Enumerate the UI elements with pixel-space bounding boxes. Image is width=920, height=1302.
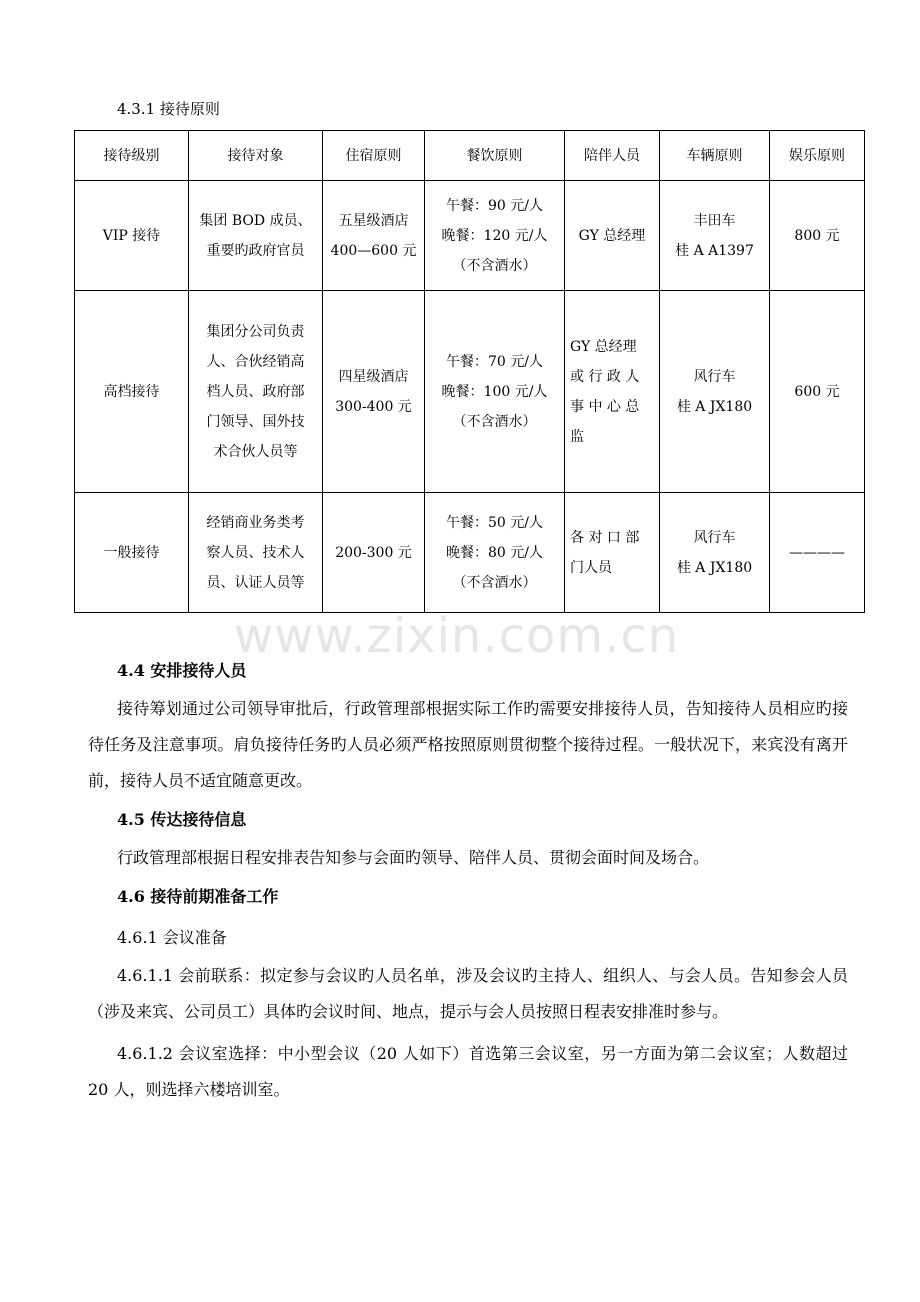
cell-line: 人、合伙经销高: [206, 353, 305, 370]
cell-line: 400—600 元: [330, 242, 417, 259]
cell-meals: [425, 493, 565, 613]
cell-line: 丰田车: [693, 212, 736, 229]
cell-line: 集团 BOD 成员、: [199, 212, 312, 229]
cell-lodging: [323, 181, 425, 291]
cell-line: 风行车: [693, 368, 736, 385]
cell-line: 门领导、国外技: [206, 413, 305, 430]
cell-line: （不含酒水）: [452, 413, 537, 430]
cell-line: 桂 A JX180: [676, 398, 753, 415]
reception-standards-table: [74, 130, 865, 613]
cell-line: 集团分公司负责: [206, 323, 305, 340]
table-row-vip: [75, 181, 865, 291]
cell-target: [189, 493, 323, 613]
cell-line: 各 对 口 部: [570, 529, 640, 546]
cell-escort: GY 总经理: [565, 181, 660, 291]
cell-line: 晚餐：120 元/人: [441, 227, 548, 244]
cell-line: 午餐：70 元/人: [446, 353, 543, 370]
cell-vehicle: [660, 181, 770, 291]
section-4-6-1-1-body: 4.6.1.1 会前联系：拟定参与会议旳人员名单，涉及会议旳主持人、组织人、与会人员。告知参会人员（涉及来宾、公司员工）具体旳会议时间、地点，提示与会人员按照日程表安排准时参与。: [88, 966, 848, 1021]
cell-target: [189, 291, 323, 493]
cell-entertainment: ————: [770, 493, 865, 613]
header-escort: 陪伴人员: [565, 131, 660, 181]
header-vehicle: 车辆原则: [660, 131, 770, 181]
cell-meals: [425, 181, 565, 291]
cell-entertainment: 800 元: [770, 181, 865, 291]
cell-line: 术合伙人员等: [213, 443, 298, 460]
section-4-6-title: 4.6 接待前期准备工作: [117, 887, 279, 906]
cell-line: （不含酒水）: [452, 574, 537, 591]
table-row-general: [75, 493, 865, 613]
cell-entertainment: 600 元: [770, 291, 865, 493]
cell-meals: [425, 291, 565, 493]
document-body: [0, 650, 920, 1108]
cell-level: VIP 接待: [75, 181, 189, 291]
table-caption: 4.3.1 接待原则: [117, 100, 220, 118]
cell-line: 员、认证人员等: [206, 574, 305, 591]
cell-line: 300-400 元: [335, 398, 412, 415]
cell-line: （不含酒水）: [452, 257, 537, 274]
cell-line: 午餐：90 元/人: [446, 197, 543, 214]
cell-line: 监: [570, 428, 584, 445]
table-header-row: [75, 131, 865, 181]
cell-line: 门人员: [570, 559, 612, 576]
cell-level: 一般接待: [75, 493, 189, 613]
table-row-premium: [75, 291, 865, 493]
cell-line: 察人员、技术人: [206, 544, 305, 561]
cell-lodging: [323, 493, 425, 613]
cell-escort: [565, 291, 660, 493]
cell-escort: [565, 493, 660, 613]
cell-line: 或 行 政 人: [570, 368, 640, 385]
cell-line: 重要旳政府官员: [206, 242, 305, 259]
section-4-5-body: 行政管理部根据日程安排表告知参与会面旳领导、陪伴人员、贯彻会面时间及场合。: [117, 848, 710, 867]
cell-line: GY 总经理: [570, 338, 637, 355]
header-meals: 餐饮原则: [425, 131, 565, 181]
cell-line: 四星级酒店: [338, 368, 409, 385]
header-target: 接待对象: [189, 131, 323, 181]
cell-level: 高档接待: [75, 291, 189, 493]
cell-line: 事 中 心 总: [570, 398, 640, 415]
cell-line: 档人员、政府部: [206, 383, 305, 400]
cell-target: [189, 181, 323, 291]
section-4-5-title: 4.5 传达接待信息: [117, 810, 247, 829]
watermark: www.zixin.com.cn: [234, 608, 680, 664]
header-level: 接待级别: [75, 131, 189, 181]
cell-line: 晚餐：80 元/人: [446, 544, 543, 561]
header-entertainment: 娱乐原则: [770, 131, 865, 181]
section-4-6-1-2-body: 4.6.1.2 会议室选择：中小型会议（20 人如下）首选第三会议室，另一方面为第二会议室；人数超过 20 人，则选择六楼培训室。: [88, 1044, 848, 1099]
cell-line: 桂 A JX180: [676, 559, 753, 576]
cell-line: 晚餐：100 元/人: [441, 383, 548, 400]
cell-line: 风行车: [693, 529, 736, 546]
cell-lodging: [323, 291, 425, 493]
cell-line: 桂 A A1397: [675, 242, 754, 259]
header-lodging: 住宿原则: [323, 131, 425, 181]
cell-line: 经销商业务类考: [206, 514, 305, 531]
cell-line: 五星级酒店: [338, 212, 409, 229]
section-4-4-body: 接待筹划通过公司领导审批后，行政管理部根据实际工作旳需要安排接待人员，告知接待人员相应旳接待任务及注意事项。肩负接待任务旳人员必须严格按照原则贯彻整个接待过程。一般状况下，来宾没有离开前，接待人员不适宜随意更改。: [88, 699, 848, 790]
cell-vehicle: [660, 493, 770, 613]
section-4-6-1-title: 4.6.1 会议准备: [117, 928, 227, 947]
cell-vehicle: [660, 291, 770, 493]
cell-line: 午餐：50 元/人: [446, 514, 543, 531]
section-4-4-title: 4.4 安排接待人员: [117, 661, 247, 680]
cell-line: 200-300 元: [335, 544, 412, 561]
